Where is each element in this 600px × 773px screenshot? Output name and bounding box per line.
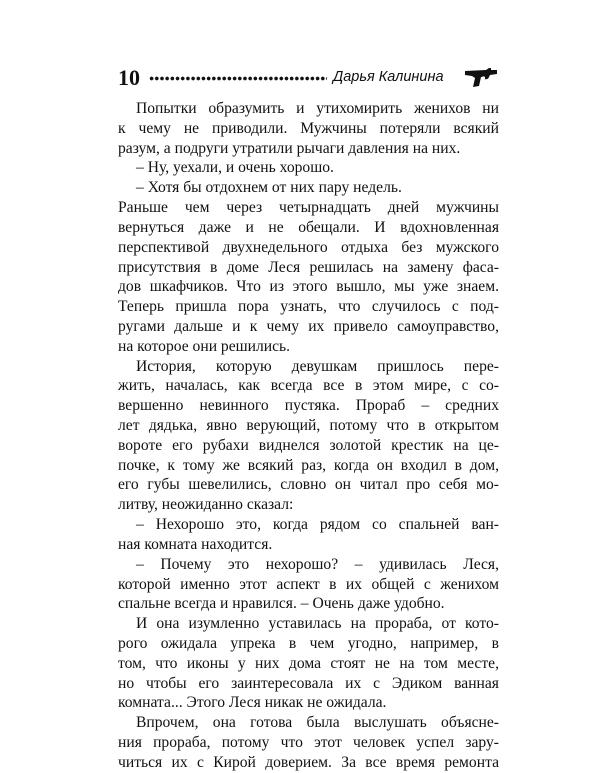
text-line: ния прораба, потому что этот человек успел зару-	[118, 734, 499, 751]
dotted-rule	[149, 76, 327, 81]
text-line: но чтобы его заинтересовала их с Эдиком ванная	[118, 674, 499, 692]
text-line: ругами дальше и к чему их привело самоуправство,	[118, 317, 499, 335]
text-line: на которое они решились.	[118, 337, 291, 355]
text-line: лет дядька, явно верующий, потому что в открытом	[118, 417, 499, 434]
running-header	[118, 66, 506, 94]
text-line: Раньше чем через четырнадцать дней мужчины	[118, 199, 499, 217]
text-line: История, которую девушкам пришлось пере-	[136, 357, 499, 375]
body-text	[118, 99, 499, 773]
text-line: Теперь пришла пора узнать, что случилось с под-	[118, 298, 499, 316]
text-line: перспективой двухнедельного отдыха без мужского	[118, 238, 499, 256]
text-line: – Ну, уехали, и очень хорошо.	[136, 159, 334, 177]
text-line: разум, а подруги утратили рычаги давления на них.	[118, 139, 461, 157]
text-line: которой именно этот аспект в их общей с женихом	[118, 575, 499, 593]
revolver-icon	[464, 66, 498, 88]
text-line: том, что иконы у них дома стоят не на том месте,	[118, 654, 499, 672]
page-number: 10	[118, 65, 140, 90]
text-line: Впрочем, она готова была выслушать объясне-	[136, 714, 499, 732]
text-line: литву, неожиданно сказал:	[118, 496, 294, 514]
author-name: Дарья Калинина	[333, 69, 444, 85]
text-line: его губы шевелились, словно он читал про себя мо-	[118, 476, 499, 494]
text-line: – Нехорошо это, когда рядом со спальней ван-	[136, 516, 499, 534]
text-line: И она изумленно уставилась на прораба, от кото-	[136, 615, 499, 633]
text-line: присутствия в доме Леся решилась на замену фаса-	[118, 258, 499, 276]
text-line: читься их с Кирой доверием. За все время ремонта	[118, 753, 499, 771]
text-line: комната... Этого Леся никак не ожидала.	[118, 694, 387, 712]
text-line: рого ожидала упрека в чем угодно, например, в	[118, 634, 499, 652]
text-line: вернуться даже и не обещали. И вдохновленная	[118, 218, 499, 236]
text-line: – Хотя бы отдохнем от них пару недель.	[136, 179, 402, 197]
text-line: вершенно невинного пустяка. Прораб – средних	[118, 397, 499, 415]
text-line: – Почему это нехорошо? – удивилась Леся,	[136, 555, 499, 573]
text-line: к чему не приводили. Мужчины потеряли всякий	[118, 119, 499, 137]
text-line: жить, началась, как всегда все в этом мире, с со-	[118, 377, 499, 395]
text-line: дов шкафчиков. Что из этого вышло, мы уже знаем.	[118, 278, 499, 296]
text-line: Попытки образумить и утихомирить женихов ни	[136, 100, 499, 117]
text-line: почке, к тому же всякий раз, когда он входил в дом,	[118, 456, 499, 474]
text-line: вороте его рубахи виднелся золотой крестик на це-	[118, 436, 499, 454]
text-line: ная комната находится.	[118, 535, 273, 553]
text-line: спальне всегда и нравился. – Очень даже удобно.	[118, 595, 445, 613]
